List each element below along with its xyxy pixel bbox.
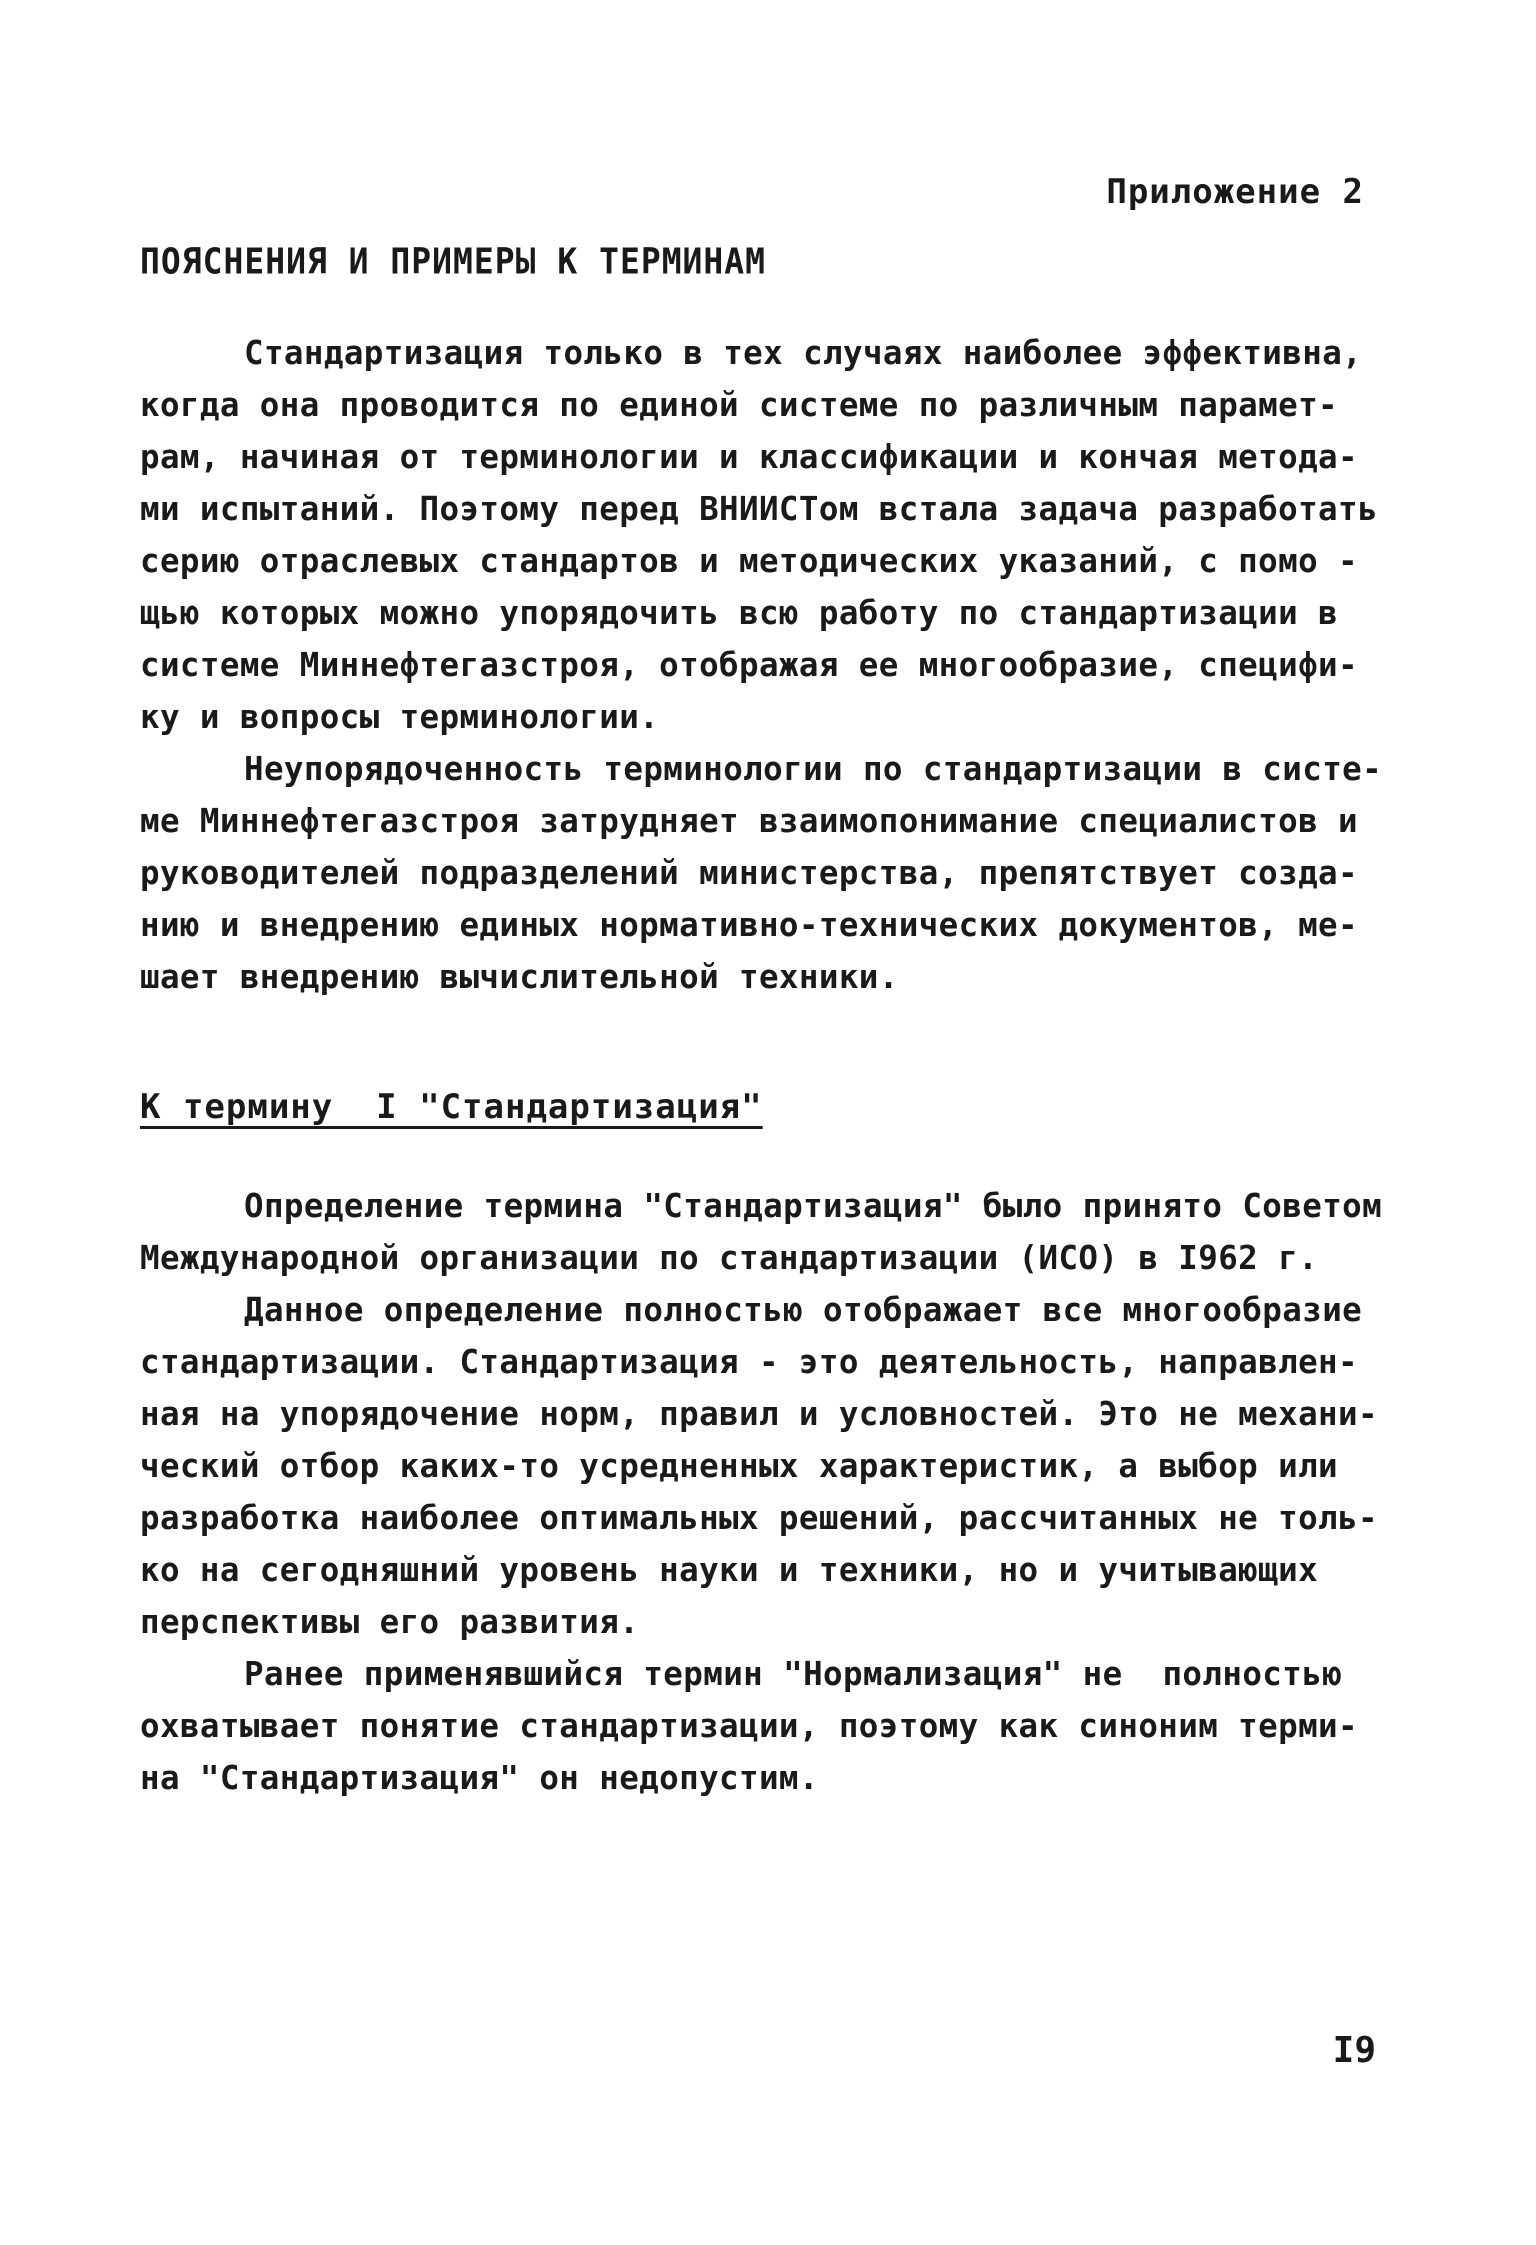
text-line: нию и внедрению единых нормативно-технических документов, ме- xyxy=(140,906,1358,944)
text-line: ме Миннефтегазстроя затрудняет взаимопонимание специалистов и xyxy=(140,802,1358,840)
text-line: Определение термина "Стандартизация" было принято Советом xyxy=(244,1187,1383,1225)
term-text xyxy=(140,1180,1402,1804)
text-line: шает внедрению вычислительной техники. xyxy=(140,958,899,996)
appendix-label: Приложение 2 xyxy=(1106,172,1364,212)
text-line: ная на упорядочение норм, правил и условностей. Это не механи- xyxy=(140,1395,1378,1433)
text-line: ко на сегодняшний уровень науки и техники, но и учитывающих xyxy=(140,1551,1319,1589)
text-line: ми испытаний. Поэтому перед ВНИИСТом встала задача разработать xyxy=(140,490,1378,528)
text-line: Неупорядоченность терминологии по стандартизации в систе- xyxy=(244,750,1383,788)
text-line: стандартизации. Стандартизация - это деятельность, направлен- xyxy=(140,1343,1358,1381)
text-line: серию отраслевых стандартов и методических указаний, с помо - xyxy=(140,542,1358,580)
intro-text xyxy=(140,327,1402,1003)
text-line: Данное определение полностью отображает все многообразие xyxy=(244,1291,1363,1329)
text-line: охватывает понятие стандартизации, поэтому как синоним терми- xyxy=(140,1707,1358,1745)
text-line: рам, начиная от терминологии и классификации и кончая метода- xyxy=(140,438,1358,476)
text-line: перспективы его развития. xyxy=(140,1603,640,1641)
text-line: когда она проводится по единой системе по различным парамет- xyxy=(140,386,1338,424)
text-line: ческий отбор каких-то усредненных характеристик, а выбор или xyxy=(140,1447,1338,1485)
page-number: I9 xyxy=(1332,2030,1376,2071)
text-line: Международной организации по стандартизации (ИСО) в I962 г. xyxy=(140,1239,1319,1277)
section-title: ПОЯСНЕНИЯ И ПРИМЕРЫ К ТЕРМИНАМ xyxy=(140,240,767,283)
text-line: ку и вопросы терминологии. xyxy=(140,698,660,736)
text-line: Стандартизация только в тех случаях наиболее эффективна, xyxy=(244,334,1363,372)
term-heading: К термину I "Стандартизация" xyxy=(140,1087,763,1127)
text-line: Ранее применявшийся термин "Нормализация" не полностью xyxy=(244,1655,1343,1693)
text-line: системе Миннефтегазстроя, отображая ее многообразие, специфи- xyxy=(140,646,1358,684)
text-line: на "Стандартизация" он недопустим. xyxy=(140,1759,819,1797)
text-line: щью которых можно упорядочить всю работу по стандартизации в xyxy=(140,594,1338,632)
text-line: руководителей подразделений министерства, препятствует созда- xyxy=(140,854,1358,892)
text-line: разработка наиболее оптимальных решений, рассчитанных не толь- xyxy=(140,1499,1378,1537)
